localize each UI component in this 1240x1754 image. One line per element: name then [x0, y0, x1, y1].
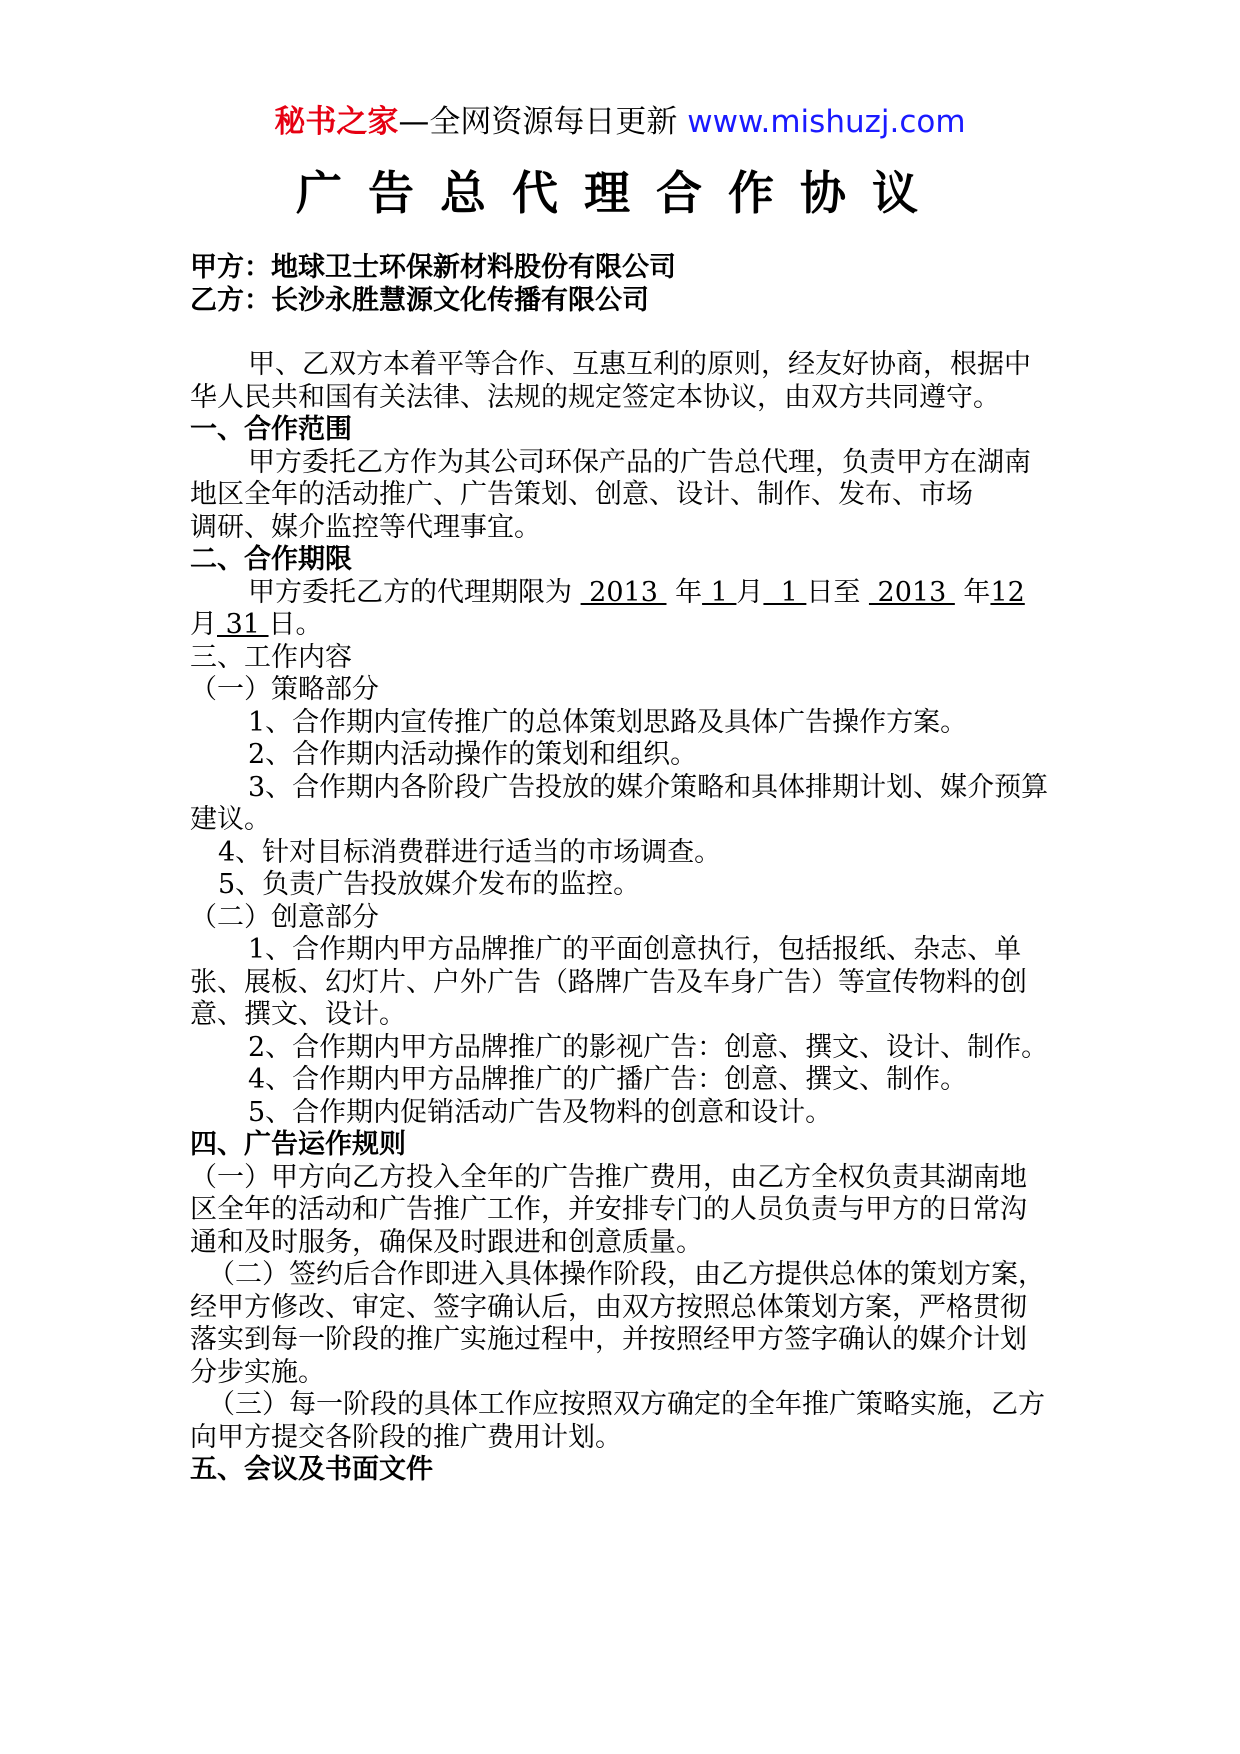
strategy-item-1: 1、合作期内宣传推广的总体策划思路及具体广告操作方案。 — [248, 706, 968, 738]
section-3-heading: 三、工作内容 — [190, 641, 352, 673]
document-body — [190, 252, 1050, 1487]
banner-tagline: —全网资源每日更新 — [398, 104, 688, 140]
term-start-day: 1 — [763, 576, 807, 608]
term-end-day: 31 — [217, 609, 269, 640]
strategy-item-3: 3、合作期内各阶段广告投放的媒介策略和具体排期计划、媒介预算建议。 — [190, 771, 1049, 835]
party-a: 甲方：地球卫士环保新材料股份有限公司 — [190, 252, 676, 283]
section-1-paragraph: 甲方委托乙方作为其公司环保产品的广告总代理，负责甲方在湖南地区全年的活动推广、广告策划、创意、设计、制作、发布、市场 — [190, 446, 1031, 510]
banner-url-link[interactable]: www.mishuzj.com — [687, 104, 966, 140]
rule-item-2: （二）签约后合作即进入具体操作阶段，由乙方提供总体的策划方案，经甲方修改、审定、签字确认后，由双方按照总体策划方案，严格贯彻落实到每一阶段的推广实施过程中，并按照经甲方签字确认的媒介计划分步实施。 — [190, 1259, 1045, 1388]
spacer — [190, 317, 1050, 349]
creative-item-2: 2、合作期内甲方品牌推广的影视广告：创意、撰文、设计、制作。 — [248, 1031, 1049, 1063]
rule-item-1: （一）甲方向乙方投入全年的广告推广费用，由乙方全权负责其湖南地区全年的活动和广告推广工作，并安排专门的人员负责与甲方的日常沟通和及时服务，确保及时跟进和创意质量。 — [190, 1161, 1027, 1258]
term-start-year: 2013 — [580, 576, 667, 608]
section-2-heading: 二、合作期限 — [190, 544, 352, 575]
rule-item-3: （三）每一阶段的具体工作应按照双方确定的全年推广策略实施，乙方向甲方提交各阶段的推广费用计划。 — [190, 1389, 1045, 1453]
term-text-5: 年 — [954, 576, 991, 608]
term-text-7: 日。 — [268, 609, 323, 640]
term-text-3: 月 — [736, 576, 764, 608]
term-end-month: 12 — [990, 576, 1025, 608]
term-text-6: 月 — [190, 609, 217, 640]
section-2-paragraph — [190, 577, 1050, 642]
section-4-heading: 四、广告运作规则 — [190, 1129, 406, 1160]
term-end-year: 2013 — [868, 576, 955, 608]
subsection-strategy-heading: （一）策略部分 — [190, 674, 379, 705]
section-1-continuation: 调研、媒介监控等代理事宜。 — [190, 511, 541, 543]
creative-item-5: 5、合作期内促销活动广告及物料的创意和设计。 — [248, 1096, 833, 1128]
strategy-item-5: 5、负责广告投放媒介发布的监控。 — [218, 869, 641, 900]
preamble-paragraph: 甲、乙双方本着平等合作、互惠互利的原则，经友好协商，根据中华人民共和国有关法律、法规的规定签定本协议，由双方共同遵守。 — [190, 349, 1031, 413]
strategy-item-2: 2、合作期内活动操作的策划和组织。 — [248, 739, 698, 770]
term-start-month: 1 — [702, 576, 737, 608]
term-text-1: 甲方委托乙方的代理期限为 — [248, 576, 581, 608]
creative-item-4: 4、合作期内甲方品牌推广的广播广告：创意、撰文、制作。 — [248, 1064, 968, 1095]
banner-brand: 秘书之家 — [274, 104, 399, 140]
subsection-creative-heading: （二）创意部分 — [190, 901, 379, 933]
party-b: 乙方：长沙永胜慧源文化传播有限公司 — [190, 284, 649, 316]
section-5-heading: 五、会议及书面文件 — [190, 1454, 433, 1485]
document-title: 广告总代理合作协议 — [296, 166, 944, 220]
site-banner — [0, 100, 1240, 144]
creative-item-1: 1、合作期内甲方品牌推广的平面创意执行，包括报纸、杂志、单张、展板、幻灯片、户外广告（路牌广告及车身广告）等宣传物料的创意、撰文、设计。 — [190, 934, 1027, 1030]
strategy-item-4: 4、针对目标消费群进行适当的市场调查。 — [218, 836, 722, 868]
term-text-2: 年 — [666, 576, 703, 608]
section-1-heading: 一、合作范围 — [190, 414, 352, 445]
term-text-4: 日至 — [806, 576, 869, 608]
